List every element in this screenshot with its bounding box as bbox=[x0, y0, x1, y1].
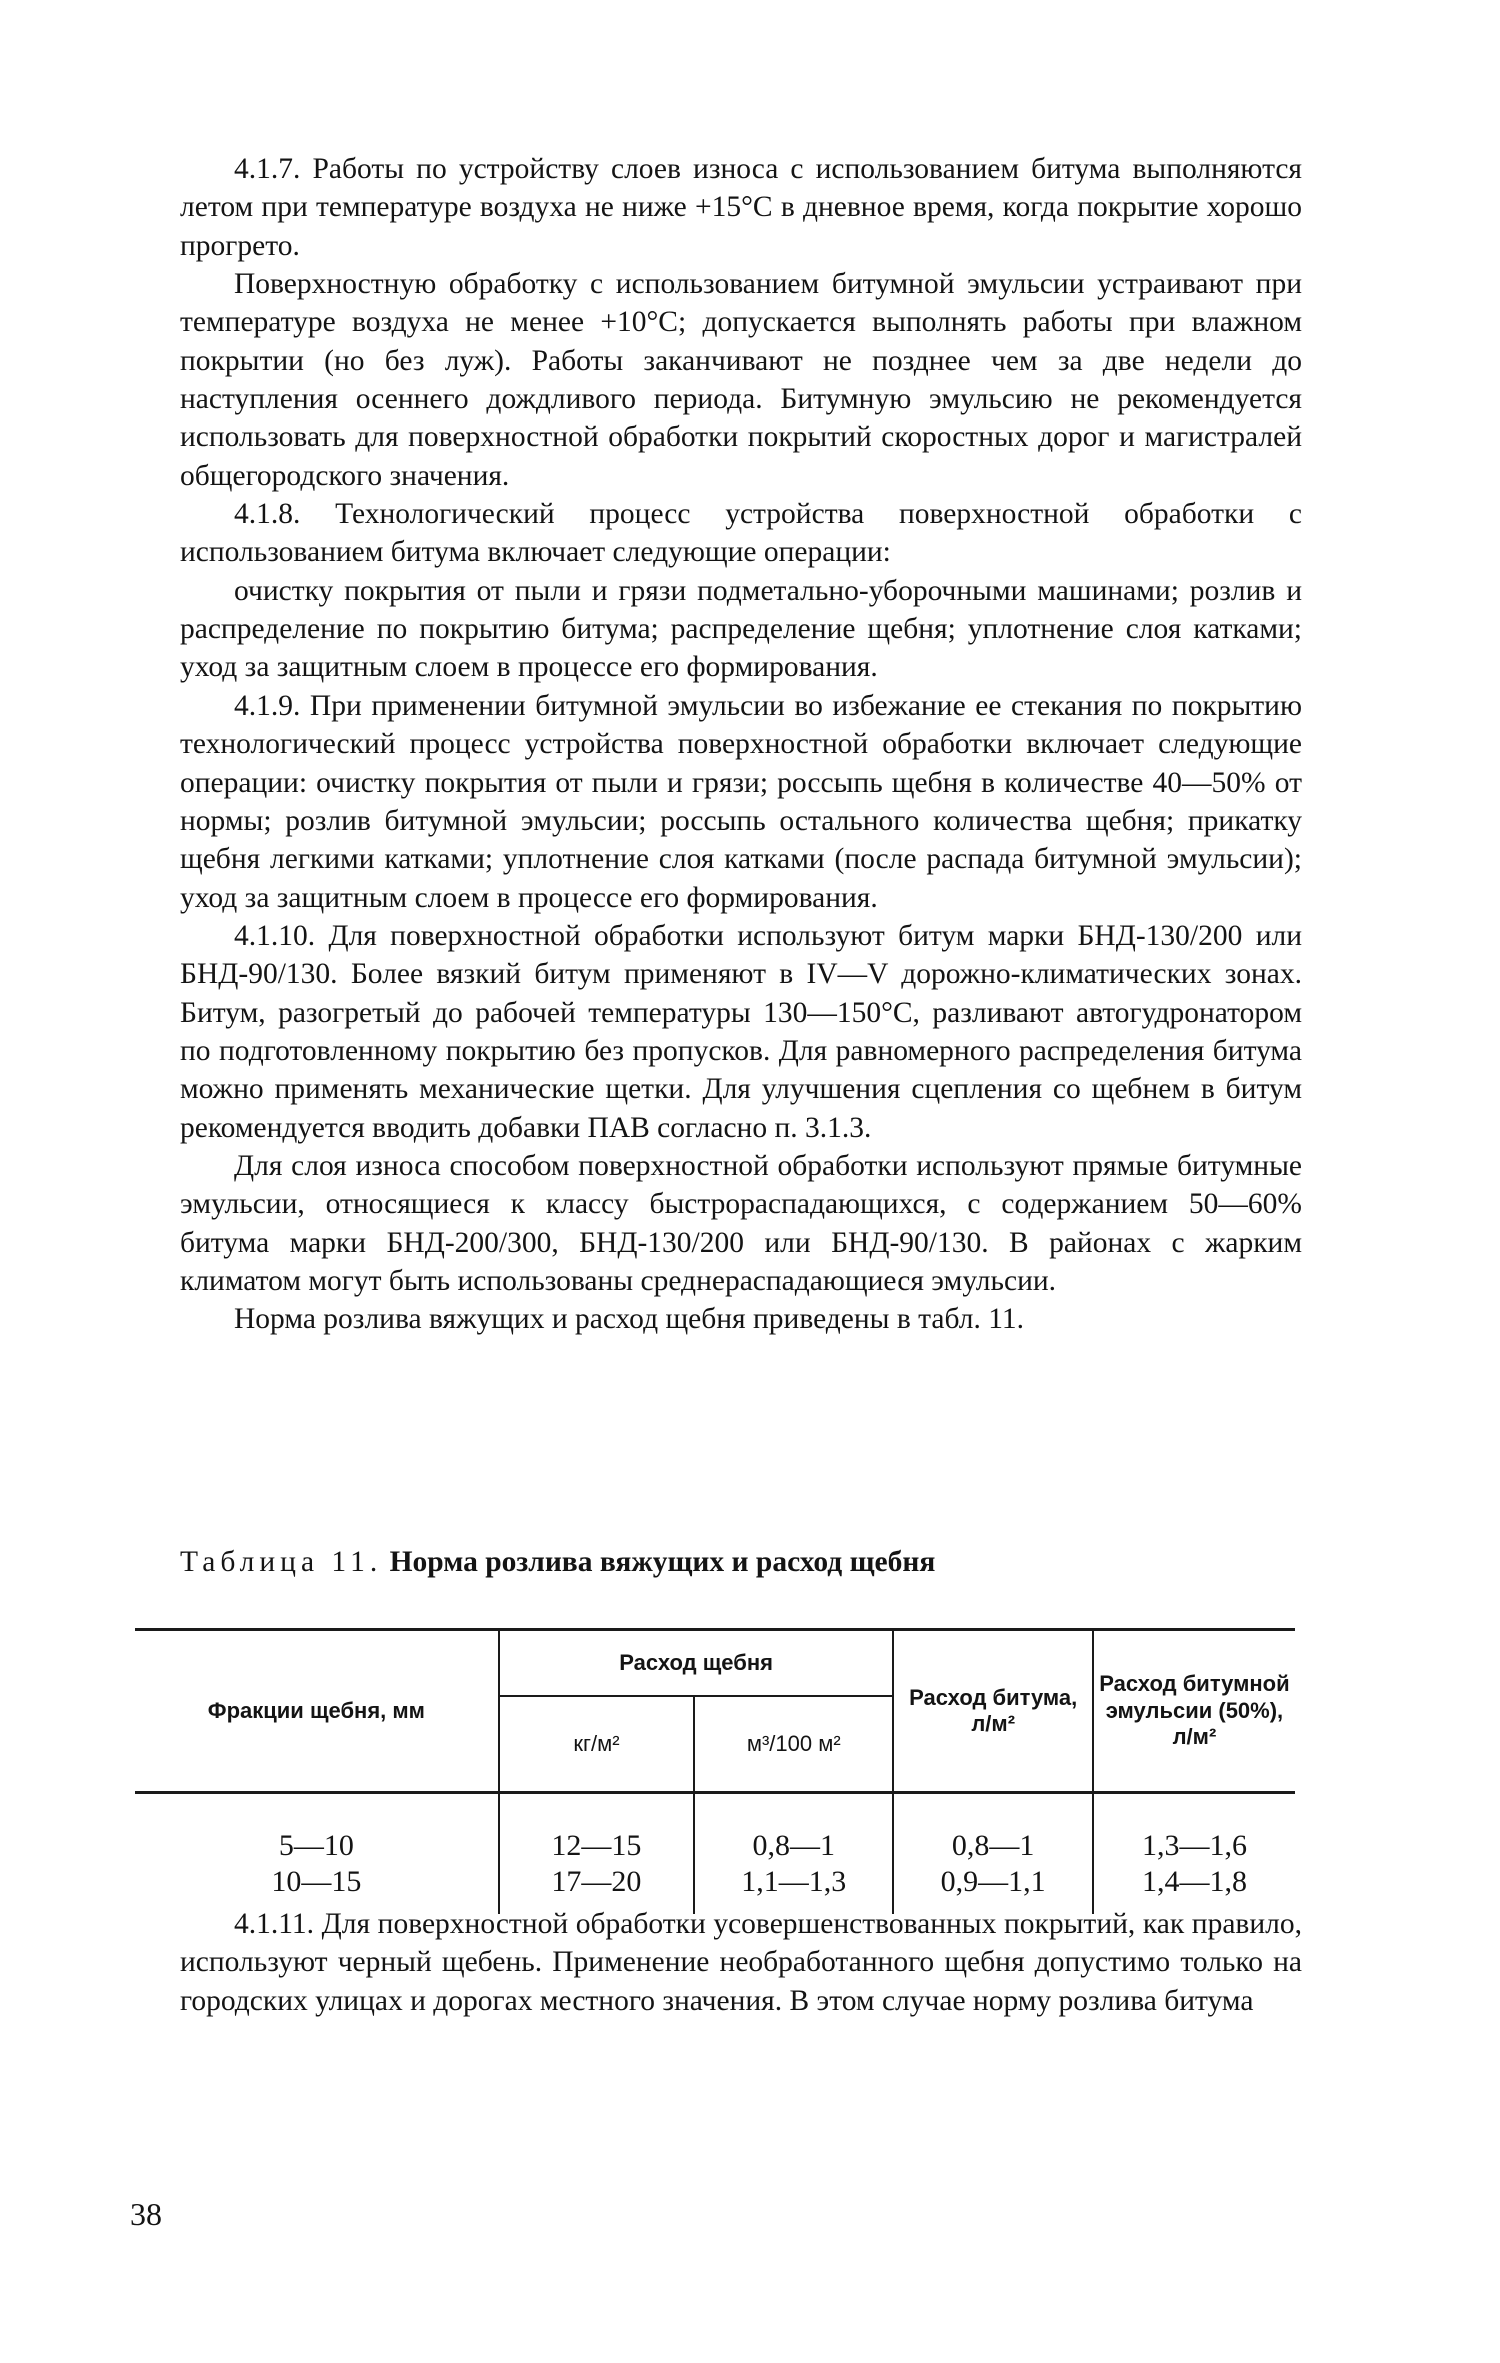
paragraph-emulsion-conditions: Поверхностную обработку с использованием битумной эмульсии устраивают при температуре воздуха не менее +10°С; допускается выполнять работы при влажном покрытии (но без луж). Работы заканчивают не позднее чем за две недели до наступления осеннего дождливого периода. Битумную эмульсию не рекомендуется использовать для поверхностной обработки покрытий скоростных дорог и магистралей общегородского значения. bbox=[180, 268, 1302, 492]
paragraph-4-1-11: 4.1.11. Для поверхностной обработки усовершенствованных покрытий, как правило, используют черный щебень. Применение необработанного щебня допустимо только на городских улицах и дорогах местного значения. В этом случае норму розлива битума bbox=[180, 1908, 1302, 2017]
header-fraction: Фракции щебня, мм bbox=[135, 1630, 499, 1793]
paragraph-4-1-7: 4.1.7. Работы по устройству слоев износа с использованием битума выполняются летом при температуре воздуха не ниже +15°С в дневное время, когда покрытие хорошо прогрето. bbox=[180, 153, 1302, 262]
cell-emulsion: 1,3—1,6 bbox=[1093, 1793, 1295, 1865]
paragraph-table-reference: Норма розлива вяжущих и расход щебня приведены в табл. 11. bbox=[234, 1303, 1025, 1336]
cell-fraction: 5—10 bbox=[278, 1829, 354, 1862]
paragraph-emulsions: Для слоя износа способом поверхностной обработки используют прямые битумные эмульсии, относящиеся к классу быстрораспадающихся, с содержанием 50—60% битума марки БНД-200/300, БНД-130/200 или БНД-90/130. В районах с жарким климатом могут быть использованы среднераспадающиеся эмульсии. bbox=[180, 1149, 1302, 1297]
cell-fraction: 10—15 bbox=[271, 1865, 362, 1898]
header-crushed-stone: Расход щебня bbox=[499, 1630, 894, 1697]
paragraph-4-1-8: 4.1.8. Технологический процесс устройства поверхностной обработки с использованием битума включает следующие операции: bbox=[180, 498, 1302, 569]
table-label: Таблица 11. bbox=[180, 1546, 383, 1578]
paragraph-4-1-9: 4.1.9. При применении битумной эмульсии во избежание ее стекания по покрытию технологический процесс устройства поверхностной обработки включает следующие операции: очистку покрытия от пыли и грязи; россыпь щебня в количестве 40—50% от нормы; розлив битумной эмульсии; россыпь остального количества щебня; прикатку щебня легкими катками; уплотнение слоя катками (после распада битумной эмульсии); уход за защитным слоем в процессе его формирования. bbox=[180, 689, 1302, 914]
cell-kg-m2: 12—15 bbox=[499, 1793, 694, 1865]
body-text-top bbox=[180, 150, 1302, 1339]
paragraph-operations-list: очистку покрытия от пыли и грязи подметально-уборочными машинами; розлив и распределение по покрытию битума; распределение щебня; уплотнение слоя катками; уход за защитным слоем в процессе его формирования. bbox=[180, 574, 1302, 684]
header-m3-100m2: м³/100 м² bbox=[694, 1696, 893, 1793]
table-row bbox=[135, 1793, 1295, 1865]
header-kg-m2: кг/м² bbox=[499, 1696, 694, 1793]
cell-kg-m2: 17—20 bbox=[499, 1864, 694, 1914]
cell-bitumen: 0,9—1,1 bbox=[893, 1864, 1092, 1914]
header-emulsion: Расход битумной эмульсии (50%), л/м² bbox=[1093, 1630, 1295, 1793]
table-caption bbox=[180, 1546, 1302, 1579]
cell-m3-100m2: 0,8—1 bbox=[694, 1793, 893, 1865]
page-number: 38 bbox=[130, 2196, 162, 2232]
body-text-bottom bbox=[180, 1905, 1302, 2020]
table-title: Норма розлива вяжущих и расход щебня bbox=[389, 1546, 936, 1578]
header-bitumen: Расход битума, л/м² bbox=[893, 1630, 1092, 1793]
cell-emulsion: 1,4—1,8 bbox=[1093, 1864, 1295, 1914]
cell-m3-100m2: 1,1—1,3 bbox=[694, 1864, 893, 1914]
cell-bitumen: 0,8—1 bbox=[893, 1793, 1092, 1865]
norm-table bbox=[135, 1628, 1295, 1914]
paragraph-4-1-10: 4.1.10. Для поверхностной обработки используют битум марки БНД-130/200 или БНД-90/130. Более вязкий битум применяют в IV—V дорожно-климатических зонах. Битум, разогретый до рабочей температуры 130—150°С, разливают автогудронатором по подготовленному покрытию без пропусков. Для равномерного распределения битума можно применять механические щетки. Для улучшения сцепления со щебнем в битум рекомендуется вводить добавки ПАВ согласно п. 3.1.3. bbox=[180, 919, 1302, 1144]
